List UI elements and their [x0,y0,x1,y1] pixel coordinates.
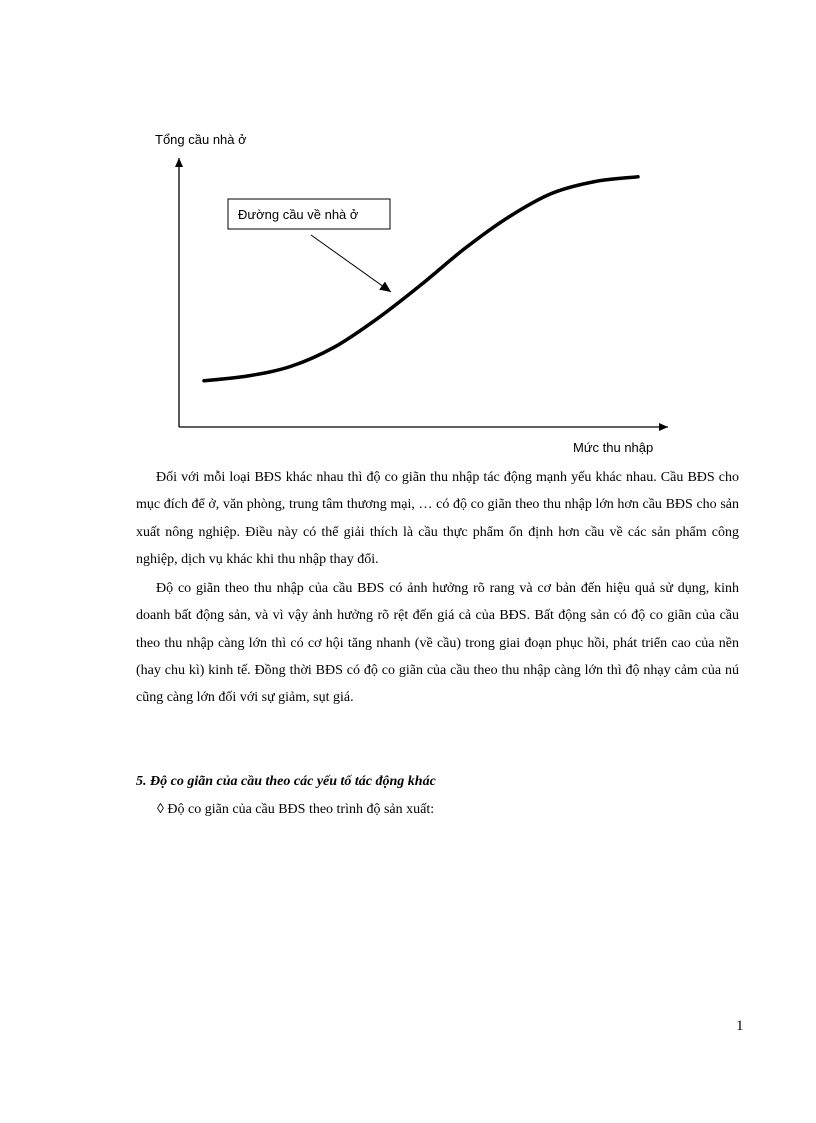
paragraph-elasticity-impact: Độ co giãn theo thu nhập của cầu BĐS có ảnh hưởng rõ rang và cơ bản đến hiệu quả sử dụng, kinh doanh bất động sản, và vì vậy ảnh hưởng rõ rệt đến giá cả của BĐS. Bất động sản có độ co giãn của cầu theo thu nhập càng lớn thì có cơ hội tăng nhanh (về cầu) trong giai đoạn phục hồi, phát triển cao của nền (hay chu kì) kinh tế. Đồng thời BĐS có độ co giãn của cầu theo thu nhập càng lớn thì độ nhạy cảm của nú cũng càng lớn đối với sự giảm, sụt giá. [136,581,739,706]
section-heading: 5. Độ co giãn của cầu theo các yếu tố tác động khác [136,774,436,789]
page-number: 1 [736,1018,744,1034]
demand-chart [0,0,816,470]
x-axis-label: Mức thu nhập [573,440,654,455]
bullet-line [157,802,434,818]
bullet-text: Độ co giãn của cầu BĐS theo trình độ sản xuất: [167,802,435,817]
annotation-label: Đường cầu về nhà ở [238,207,359,222]
annotation-arrow [311,235,391,292]
paragraph-income-elasticity: Đối với mỗi loại BĐS khác nhau thì độ co giãn thu nhập tác động mạnh yếu khác nhau. Cầu BĐS cho mục đích để ở, văn phòng, trung tâm thương mại, … có độ co giãn theo thu nhập lớn hơn cầu BĐS cho sản xuất nông nghiệp. Điều này có thể giải thích là cầu thực phẩm ổn định hơn cầu về các sản phẩm công nghiệp, dịch vụ khác khi thu nhập thay đổi. [136,470,739,567]
diamond-bullet-icon: ◊ [157,802,164,817]
y-axis-label: Tổng cầu nhà ở [155,132,247,147]
